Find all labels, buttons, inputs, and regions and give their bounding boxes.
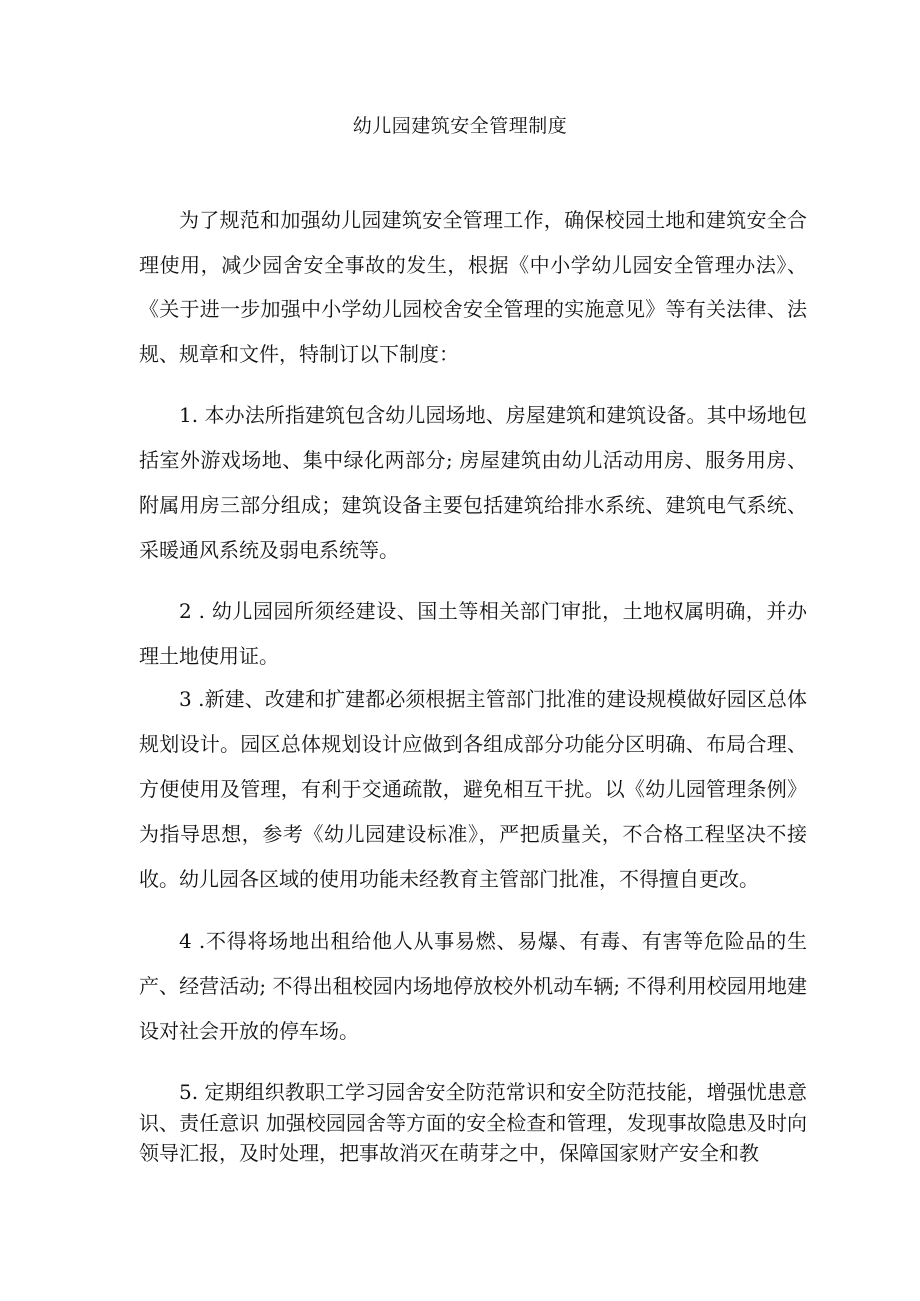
clause-4-paragraph: 4 .不得将场地出租给他人从事易燃、易爆、有毒、有害等危险品的生产、经营活动; 不得出租校园内场地停放校外机动车辆; 不得利用校园用地建设对社会开放的停车场。 — [139, 929, 807, 1043]
clause-3-paragraph: 3 .新建、改建和扩建都必须根据主管部门批准的建设规模做好园区总体规划设计。园区总体规划设计应做到各组成部分功能分区明确、布局合理、方便使用及管理，有利于交通疏散，避免相互干扰。以《幼儿园管理条例》为指导思想，参考《幼儿园建设标准》，严把质量关，不合格工程坚决不接收。幼儿园各区域的使用功能未经教育主管部门批准，不得擅自更改。 — [139, 687, 807, 891]
clause-5-paragraph: 5. 定期组织教职工学习园舍安全防范常识和安全防范技能，增强忧患意识、责任意识 加强校园园舍等方面的安全检查和管理，发现事故隐患及时向领导汇报，及时处理，把事故消灭在萌芽之中，保障国家财产安全和教 — [139, 1080, 807, 1165]
intro-paragraph: 为了规范和加强幼儿园建筑安全管理工作，确保校园土地和建筑安全合理使用，减少园舍安全事故的发生，根据《中小学幼儿园安全管理办法》、《关于进一步加强中小学幼儿园校舍安全管理的实施意见》等有关法律、法规、规章和文件，特制订以下制度： — [139, 208, 807, 367]
document-title: 幼儿园建筑安全管理制度 — [352, 115, 568, 137]
clause-2-paragraph: 2 . 幼儿园园所须经建设、国土等相关部门审批，土地权属明确，并办理土地使用证。 — [139, 599, 807, 668]
clause-1-paragraph: 1. 本办法所指建筑包含幼儿园场地、房屋建筑和建筑设备。其中场地包括室外游戏场地、集中绿化两部分; 房屋建筑由幼儿活动用房、服务用房、附属用房三部分组成；建筑设备主要包括建筑给排水系统、建筑电气系统、采暖通风系统及弱电系统等。 — [139, 403, 807, 562]
